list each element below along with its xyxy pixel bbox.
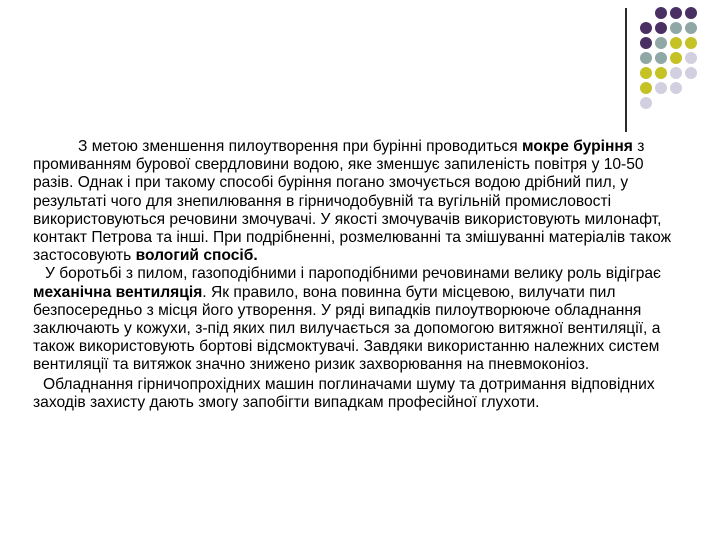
decorative-dot bbox=[640, 97, 652, 109]
paragraph-3: Обладнання гірничопрохідних машин поглиначами шуму та дотримання відповідних заходів захисту дають змогу запобігти випадкам професійної глухоти. bbox=[33, 375, 655, 411]
decorative-dot bbox=[640, 52, 652, 64]
paragraph-2-term-mechanical-ventilation: механічна вентиляція bbox=[33, 283, 203, 301]
decorative-dot bbox=[640, 37, 652, 49]
decorative-dot bbox=[670, 37, 682, 49]
decorative-dot bbox=[655, 67, 667, 79]
paragraph-1-term-wet-method: вологий спосіб. bbox=[135, 247, 258, 265]
decorative-dot-grid bbox=[640, 7, 720, 107]
decorative-dot bbox=[670, 82, 682, 94]
paragraph-2 bbox=[33, 265, 683, 374]
body-text bbox=[33, 138, 683, 412]
decorative-dot bbox=[685, 67, 697, 79]
paragraph-1 bbox=[33, 138, 683, 265]
decorative-dot bbox=[685, 37, 697, 49]
decorative-dot bbox=[640, 82, 652, 94]
decorative-dot bbox=[685, 52, 697, 64]
decorative-dot bbox=[655, 22, 667, 34]
paragraph-2-text-b: . Як правило, вона повинна бути місцевою, вилучати пил безпосередньо з місця його утворення. У ряді випадків пилоутворююче обладнання заключають у кожухи, з-під яких пил вилучається за допомогою витяжної вентиляції, а також використовують бортові відсмоктувачі. Завдяки використанню належних систем вентиляції та витяжок значно знижено ризик захворювання на пневмоконіоз. bbox=[33, 283, 661, 374]
paragraph-1-term-wet-drilling: мокре буріння bbox=[522, 138, 633, 155]
divider-line bbox=[625, 8, 627, 132]
decorative-dot bbox=[655, 52, 667, 64]
decorative-dot bbox=[655, 7, 667, 19]
decorative-dot bbox=[670, 7, 682, 19]
decorative-dot bbox=[685, 7, 697, 19]
paragraph-2-text-a: У боротьбі з пилом, газоподібними і пароподібними речовинами велику роль відіграє bbox=[45, 265, 661, 283]
decorative-dot bbox=[655, 82, 667, 94]
decorative-dot bbox=[670, 22, 682, 34]
decorative-dot bbox=[640, 22, 652, 34]
decorative-dot bbox=[640, 67, 652, 79]
decorative-dot bbox=[670, 67, 682, 79]
paragraph-1-text-a: З метою зменшення пилоутворення при бурінні проводиться bbox=[78, 138, 523, 155]
decorative-dot bbox=[685, 22, 697, 34]
paragraph-1-text-b: з промиванням бурової свердловини водою, яке зменшує запиленість повітря у 10-50 разів. Однак і при такому способі буріння погано змочується водою дрібний пил, у результаті чого для знепилювання в гірничодобувній та вугільній промисловості використовуються речовини змочувачі. У якості змочувачів використовують милонафт, контакт Петрова та інші. При подрібненні, розмелюванні та змішуванні матеріалів також застосовують bbox=[33, 138, 671, 265]
decorative-dot bbox=[655, 37, 667, 49]
decorative-dot bbox=[670, 52, 682, 64]
